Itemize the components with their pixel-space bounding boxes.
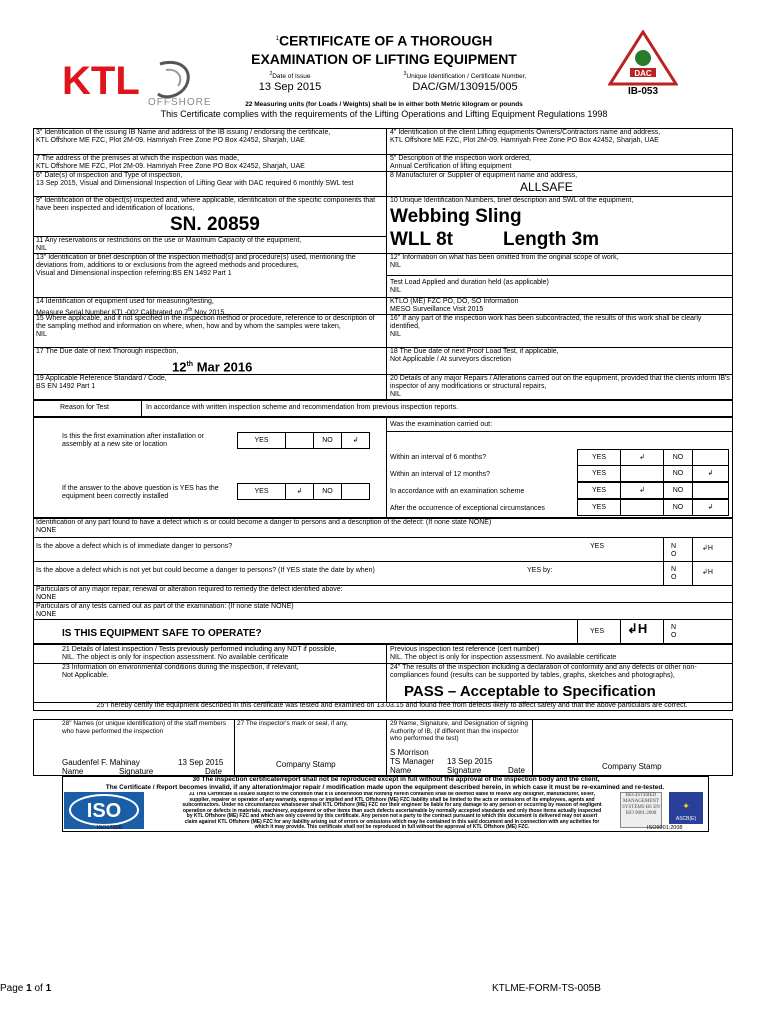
test-load-value: NIL (390, 287, 401, 294)
serial-number: SN. 20859 (170, 214, 260, 235)
immediate-danger-no[interactable]: NO (671, 543, 677, 558)
field-23-label: 23 Information on environmental conditions during the inspection, if relevant, (62, 664, 299, 671)
manufacturer-value: ALLSAFE (520, 180, 573, 194)
defect-identification (36, 519, 726, 535)
not-yet-danger-question: Is the above a defect which is not yet but could become a danger to persons? (If YES state the date by when) (36, 567, 375, 574)
field-17-label: 17 The Due date of next Thorough inspection, (36, 348, 179, 355)
id-label: Unique Identification / Certificate Number, (406, 73, 527, 81)
iso-right-label: ISO9001:2008 (647, 825, 683, 831)
interval-6-no[interactable]: NO (663, 449, 693, 466)
interval-6-yes-tick[interactable]: ↲ (620, 449, 664, 466)
field-10-label: 10 Unique Identification Numbers, brief description and SWL of the equipment, (390, 197, 634, 204)
major-repair (36, 586, 726, 602)
equipment-description: Webbing Sling (390, 206, 522, 227)
field-17-value: 12 (172, 359, 187, 375)
field-20-label: 20 Details of any major Repairs / Alterations carried out on the equipment, provided that the clients inform IB's inspector of any modifications or structural repairs, (390, 375, 730, 390)
scheme-no[interactable]: NO (663, 482, 693, 499)
authority-role: TS Manager (390, 757, 435, 766)
field-4 (390, 129, 730, 145)
immediate-danger-yes[interactable]: YES (590, 543, 605, 550)
date-label: Date of Issue (272, 73, 311, 81)
field-4-label: 4" Identification of the client Lifting equipments Owners/Contractors name and address, (390, 129, 661, 136)
inspector-name: Gaudenfel F. Mahinay (62, 758, 140, 767)
exceptional-yes-tick[interactable] (620, 499, 664, 516)
company-stamp-right: Company Stamp (602, 762, 662, 771)
reason-value: In accordance with written inspection scheme and recommendation from previous inspection reports. (146, 404, 459, 411)
field-13-label: 13" Identification or brief description of the inspection method(s) and procedure(s) used, mentioning the deviations from, additions to or exclusions from the agreed methods and procedures, (36, 254, 356, 269)
ktl-logo (62, 50, 222, 112)
equipment-length: Length 3m (503, 229, 600, 250)
field-9-label: 9" Identification of the object(s) inspected and, where applicable, identification of the specific components that have been inspected and identification of locations, (36, 197, 376, 212)
iso-logo (64, 792, 144, 829)
pass-result: PASS – Acceptable to Specification (404, 683, 656, 700)
title-line1: CERTIFICATE OF A THOROUGH (278, 32, 493, 49)
form-number: KTLME-FORM-TS-005B (492, 983, 601, 994)
field-3-label: 3" Identification of the issuing IB Name and address of the IB issuing / endorsing the certificate, (36, 129, 331, 136)
field-6-value: 13 Sep 2015, Visual and Dimensional Inspection of Lifting Gear with DAC required 6 monthly SWL test (36, 180, 354, 187)
field-20 (390, 375, 730, 399)
first-exam-yes[interactable]: YES (237, 432, 286, 449)
registered-systems-seal (620, 792, 662, 828)
tests-label: Particulars of any tests carried out as part of the examination: (If none state NONE) (36, 603, 294, 610)
inspector-signature-col: Signature (119, 767, 154, 776)
field-11-label: 11 Any reservations or restrictions on the use or Maximum Capacity of the equipment, (36, 237, 302, 244)
ktl-offshore-label: OFFSHORE (148, 97, 212, 108)
field-17 (36, 348, 382, 356)
field-21-label: 21 Details of latest inspection / Tests previously performed including any NDT if possible, (62, 646, 337, 653)
field-20-value: NIL (390, 391, 401, 398)
field-7-label: 7 The address of the premises at which the inspection was made, (36, 155, 239, 162)
field-7 (36, 155, 382, 171)
field-18-value: Not Applicable / At surveyors discretion (390, 356, 512, 363)
field-25-declaration: 25"I hereby certify the equipment described in this certificate was tested and examined on 13.03.15 and found free from defects likely to affect safety and that the above particulars are correct. (96, 702, 688, 709)
compliance-statement: This Certificate complies with the requirements of the Lifting Operations and Lifting Equipment Regulations 1998 (160, 109, 608, 119)
field-14-label: 14 Identification of equipment used for measuring/testing, (36, 298, 214, 305)
field-12 (390, 254, 730, 270)
exceptional-no-tick[interactable]: ↲ (692, 499, 729, 516)
scheme-no-tick[interactable] (692, 482, 729, 499)
field-17-sup: th (186, 361, 194, 368)
ascb-stars-icon (669, 792, 703, 824)
ktlo-value: MESO Surveillance Visit 2015 (390, 306, 484, 313)
safe-question: IS THIS EQUIPMENT SAFE TO OPERATE? (62, 628, 262, 639)
field-15-value: NIL (36, 331, 47, 338)
equipment-wll: WLL 8t (390, 229, 453, 250)
field-8 (390, 172, 730, 180)
certificate-number (385, 71, 545, 94)
ascb-label: ASCB(E) (675, 816, 697, 822)
page-label: Page (0, 983, 27, 994)
scheme-yes[interactable]: YES (577, 482, 621, 499)
field-16-label: 16" If any part of the inspection work has been subcontracted, the results of this work shall be clearly identified, (390, 315, 702, 330)
major-repair-value: NONE (36, 594, 57, 601)
ib-number: IB-053 (627, 86, 658, 97)
page-num: 1 (26, 983, 32, 994)
field-29-label: 29 Name, Signature, and Designation of signing Authority of IB, (if different than the inspector who performed the test) (390, 720, 529, 742)
carried-out-label: In accordance with an examination scheme (390, 488, 525, 495)
safe-yes[interactable]: YES (590, 628, 605, 635)
field-6-label: 6" Date(s) of inspection and Type of inspection, (36, 172, 183, 179)
field-21 (62, 646, 384, 662)
dac-triangle-icon (608, 30, 678, 86)
immediate-danger-tick[interactable]: ↲H (702, 545, 713, 552)
field-19-label: 19 Applicable Reference Standard / Code, (36, 375, 167, 382)
field-28-label: 28" Names (or unique identification) of the staff members who have performed the inspection (62, 720, 227, 735)
interval-12-no[interactable]: NO (663, 465, 693, 482)
immediate-danger-question: Is the above a defect which is of immediate danger to persons? (36, 543, 233, 550)
previous-report (390, 646, 730, 662)
field-23 (62, 664, 384, 680)
ktlo-label: KTLO (ME) FZC PO, DO, SO Information (390, 298, 519, 305)
field-5-value: Annual Certification of lifting equipment (390, 163, 512, 170)
installed-question: If the answer to the above question is YES has the equipment been correctly installed (62, 485, 219, 500)
date-value: 13 Sep 2015 (258, 80, 322, 93)
interval-6-no-tick[interactable] (692, 449, 729, 466)
defect-ident-label: Identification of any part found to have a defect which is or could become a danger to persons and a description of the defect: (If none state NONE) (36, 519, 492, 526)
previous-report-label: Previous inspection test reference (cert number) (390, 646, 540, 653)
page-of: of (31, 983, 46, 994)
field-23-value: Not Applicable. (62, 672, 109, 679)
tests-carried-out (36, 603, 726, 619)
next-inspection-date (172, 357, 252, 375)
first-exam-question: Is this the first examination after installation or assembly at a new site or location (62, 433, 205, 448)
tests-value: NONE (36, 611, 57, 618)
carried-out-label: Within an interval of 12 months? (390, 471, 490, 478)
field-3-value: KTL Offshore ME FZC, Plot 2M-09. Hamriyah Free Zone PO Box 42452, Sharjah, UAE (36, 137, 305, 144)
installed-no-box[interactable] (341, 483, 370, 500)
field-15 (36, 315, 382, 339)
certificate-title (200, 30, 568, 68)
field-17-tail: Mar 2016 (193, 359, 253, 375)
field-27-label: 27 The inspector's mark or seal, if any, (237, 720, 348, 727)
test-load-label: Test Load Applied and duration held (as applicable) (390, 279, 549, 286)
not-yet-danger-yes[interactable]: YES by: (527, 567, 553, 574)
field-16-value: NIL (390, 331, 401, 338)
field-14-value: Measure Serial Number KTL-002 Calibrated on 7 (36, 309, 189, 317)
reason-label: Reason for Test (60, 404, 109, 411)
field-13-value: Visual and Dimensional inspection referring:BS EN 1492 Part 1 (36, 270, 232, 277)
company-stamp-left: Company Stamp (276, 760, 336, 769)
carried-out-title: Was the examination carried out: (390, 421, 493, 428)
iso-globe-icon (64, 792, 144, 829)
interval-6-yes[interactable]: YES (577, 449, 621, 466)
page-indicator (0, 983, 51, 995)
interval-12-no-tick[interactable]: ↲ (692, 465, 729, 482)
field-13 (36, 254, 382, 278)
units-note: 22 Measuring units (for Loads / Weights) shall be in either both Metric kilogram or pounds (245, 101, 523, 108)
disclaimer: 31 This Certificate is issued subject to the condition that it is understood that nothing herein contained shall be deemed liable to relieve any designer, manufacturer, seller, supplier, repairer or operator of any warranty, express or implied and KTL Offshore (ME) FZC liability shall be limited to the acts or omissions of its employees, agents and subcontractors. Under no circumstances whatsoever shall KTL Offshore (ME) FZC nor their engineer be liable for any damage to any person or occurring by reason of negligent operation or defects in materials, machinery, equipment or other items than such defects ascertainable by normally accepted standards and only those items actually inspected by KTL Offshore (ME) FZC and which are only covered by this certificate. Any person not a party to the contract pursuant to which this document is delivered may not assert claim against KTL Offshore (ME) FZC for any liability arising out of errors or omissions which may be contained in this said document and in connection with any activities for which it may provide. This certificate shall not be reproduced in full without the approval of KTL Offshore (ME) FZC. (182, 792, 602, 830)
svg-text:✦: ✦ (682, 802, 690, 812)
svg-text:KTL: KTL (62, 59, 140, 103)
carried-out-label: After the occurrence of exceptional circumstances (390, 505, 545, 512)
scheme-yes-tick[interactable]: ↲ (620, 482, 664, 499)
installed-no[interactable]: NO (313, 483, 342, 500)
field-7-value: KTL Offshore ME FZC, Plot 2M-09. Hamriyah Free Zone PO Box 42452, Sharjah, UAE (36, 163, 305, 170)
previous-report-value: NIL. The object is only for inspection assessment. No available certificate (390, 654, 617, 661)
inspector-name-col: Name (62, 767, 84, 776)
not-yet-danger-no[interactable]: NO (671, 566, 677, 581)
authority-name-col: Name (390, 766, 412, 775)
not-yet-danger-tick[interactable]: ↲H (702, 569, 713, 576)
field-11 (36, 237, 382, 253)
authority-date: 13 Sep 2015 (447, 757, 493, 766)
exceptional-yes[interactable]: YES (577, 499, 621, 516)
invalid-note: The Certificate / Report becomes invalid, if any alteration/major repair / modification made upon the equipment described herein, in which case it must be re-examined and re-tested. (105, 784, 665, 791)
field-19-value: BS EN 1492 Part 1 (36, 383, 96, 390)
page-total: 1 (45, 983, 52, 994)
carried-out-label: Within an interval of 6 months? (390, 454, 487, 461)
field-14-tail: Nov 2015 (192, 309, 225, 317)
field-8-label: 8 Manufacturer or Supplier of equipment name and address, (390, 172, 578, 179)
registered-systems-text: REGISTERED MANAGEMENT SYSTEMS BS EN ISO 9001:2008 (622, 793, 660, 816)
field-9 (36, 197, 382, 213)
date-label-num: 2 (269, 71, 273, 77)
inspector-date-col: Date (205, 767, 222, 776)
dac-logo-text: DAC (634, 69, 652, 78)
field-10 (390, 197, 730, 205)
first-exam-no[interactable]: NO (313, 432, 342, 449)
field-12-value: NIL (390, 262, 401, 269)
first-exam-yes-box[interactable] (285, 432, 314, 449)
field-6 (36, 172, 382, 188)
field-5-label: 5" Description of the inspection work ordered, (390, 155, 532, 162)
major-repair-label: Particulars of any major repair, renewal or alteration required to remedy the defect identified above: (36, 586, 343, 593)
interval-12-yes[interactable]: YES (577, 465, 621, 482)
iso-left-label: ISO17020 (97, 825, 122, 831)
dac-logo (608, 30, 678, 86)
field-21-value: NIL. The object is only for inspection assessment. No available certificate (62, 654, 289, 661)
test-load (390, 279, 730, 295)
interval-12-yes-tick[interactable] (620, 465, 664, 482)
first-exam-no-tick[interactable]: ↲ (341, 432, 370, 449)
date-of-issue (240, 71, 340, 94)
id-label-num: 3 (403, 71, 407, 77)
inspector-date: 13 Sep 2015 (178, 758, 224, 767)
exceptional-no[interactable]: NO (663, 499, 693, 516)
title-line2: EXAMINATION OF LIFTING EQUIPMENT (251, 50, 517, 67)
authority-date-col: Date (508, 766, 525, 775)
field-4-value: KTL Offshore ME FZC, Plot 2M-09. Hamriyah Free Zone PO Box 42452, Sharjah, UAE (390, 137, 659, 144)
authority-name: S Morrison (390, 748, 429, 757)
field-5 (390, 155, 730, 171)
id-value: DAC/GM/130915/005 (412, 80, 518, 93)
field-24-label: 24" The results of the inspection including a declaration of conformity and any defects or other non-compliances found (results can be supported by tables, graphs, sketches and photographs), (390, 664, 697, 679)
installed-yes-tick[interactable]: ↲ (285, 483, 314, 500)
safe-yes-tick[interactable]: ↲H (627, 621, 648, 636)
ktlo-info (390, 298, 730, 314)
defect-ident-value: NONE (36, 527, 57, 534)
field-14-sup: th (188, 307, 193, 313)
iso-logo-text: ISO (86, 800, 122, 822)
authority-signature-col: Signature (447, 766, 482, 775)
field-30-note: 30 The inspection certificate/report shall not be reproduced except in full without the approval of the inspection body and the client, (192, 776, 600, 783)
title-num: 1 (275, 36, 279, 42)
field-16 (390, 315, 730, 339)
field-18 (390, 348, 730, 364)
safe-no[interactable]: NO (671, 624, 677, 639)
field-19 (36, 375, 382, 391)
ascb-logo (669, 792, 703, 824)
field-3 (36, 129, 382, 145)
field-15-label: 15 Where applicable, and if not specified in the inspection method or procedure, reference to or description of the sampling method and information on where, when, how and by whom the samples were taken, (36, 315, 375, 330)
field-18-label: 18 The Due date of next Proof Load Test, if applicable, (390, 348, 559, 355)
field-12-label: 12" Information on what has been omitted from the original scope of work, (390, 254, 619, 261)
field-11-value: NIL (36, 245, 47, 252)
installed-yes[interactable]: YES (237, 483, 286, 500)
